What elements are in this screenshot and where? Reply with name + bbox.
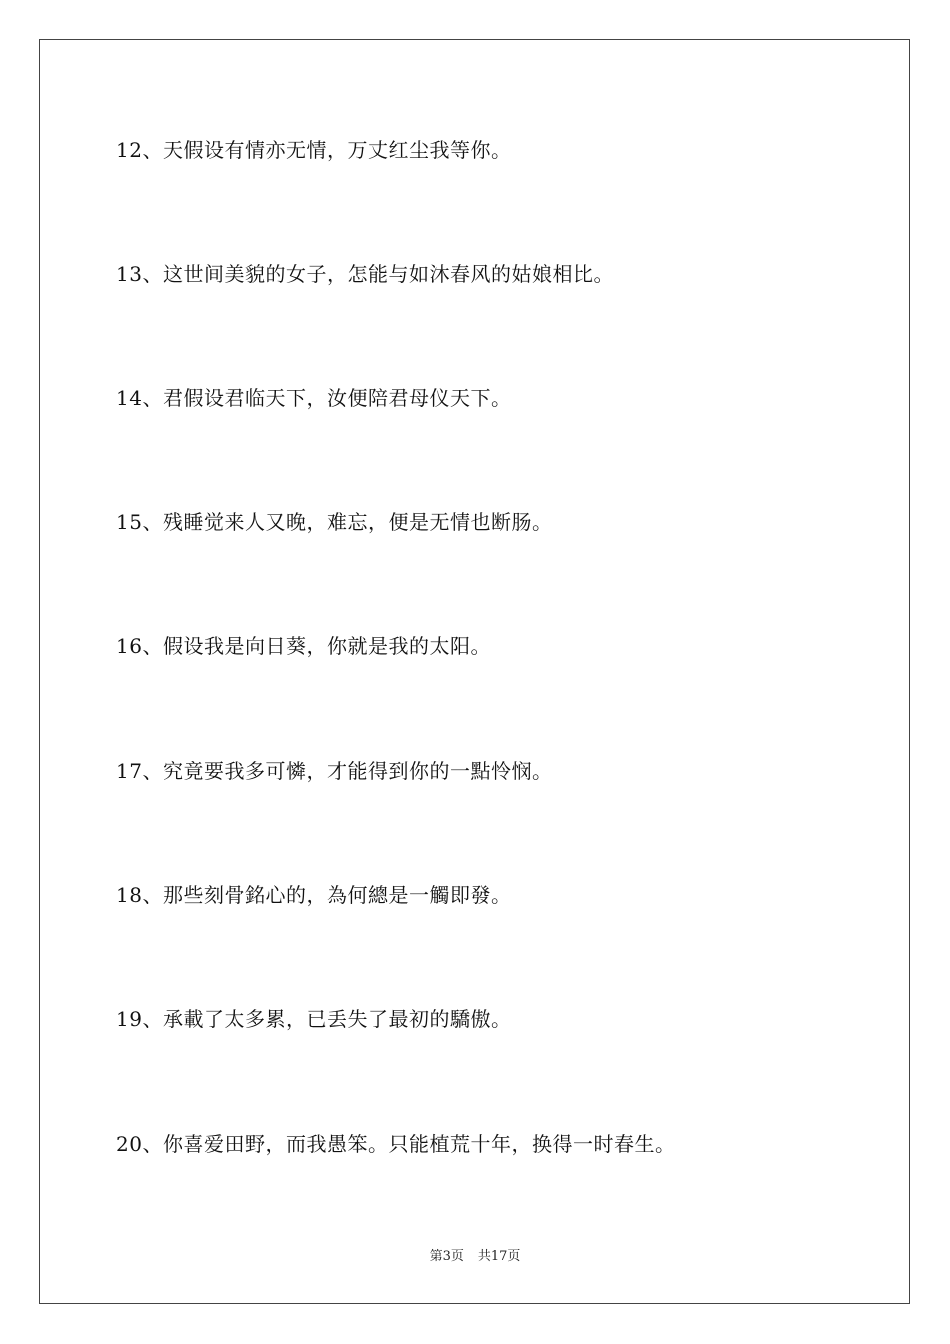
item-number: 12 (116, 138, 143, 162)
item-text: 、究竟要我多可憐，才能得到你的一點怜悯。 (142, 759, 553, 783)
item-number: 18 (116, 883, 143, 907)
list-item (116, 384, 511, 412)
item-text: 、君假设君临天下，汝便陪君母仪天下。 (142, 386, 512, 410)
list-item (116, 136, 511, 164)
item-number: 15 (116, 510, 143, 534)
item-number: 13 (116, 262, 143, 286)
item-text: 、承載了太多累，已丢失了最初的驕傲。 (142, 1007, 512, 1031)
item-text: 、假设我是向日葵，你就是我的太阳。 (142, 634, 491, 658)
item-number: 19 (116, 1007, 143, 1031)
page-footer (0, 1248, 950, 1266)
list-item (116, 757, 552, 785)
list-item (116, 260, 614, 288)
list-item (116, 881, 511, 909)
list-item (116, 1005, 511, 1033)
item-text: 、那些刻骨銘心的，為何總是一觸即發。 (142, 883, 512, 907)
list-item (116, 508, 552, 536)
item-number: 20 (116, 1132, 143, 1156)
page-border (39, 39, 910, 1304)
item-number: 17 (116, 759, 143, 783)
item-number: 14 (116, 386, 143, 410)
page-total: 共17页 (477, 1249, 521, 1264)
item-text: 、残睡觉来人又晚，难忘，便是无情也断肠。 (142, 510, 553, 534)
item-text: 、天假设有情亦无情，万丈红尘我等你。 (142, 138, 512, 162)
item-text: 、你喜爱田野，而我愚笨。只能植荒十年，换得一时春生。 (142, 1132, 676, 1156)
list-item (116, 1130, 675, 1158)
list-item (116, 632, 491, 660)
item-text: 、这世间美貌的女子，怎能与如沐春风的姑娘相比。 (142, 262, 614, 286)
item-number: 16 (116, 634, 143, 658)
page-number: 第3页 (429, 1249, 464, 1264)
